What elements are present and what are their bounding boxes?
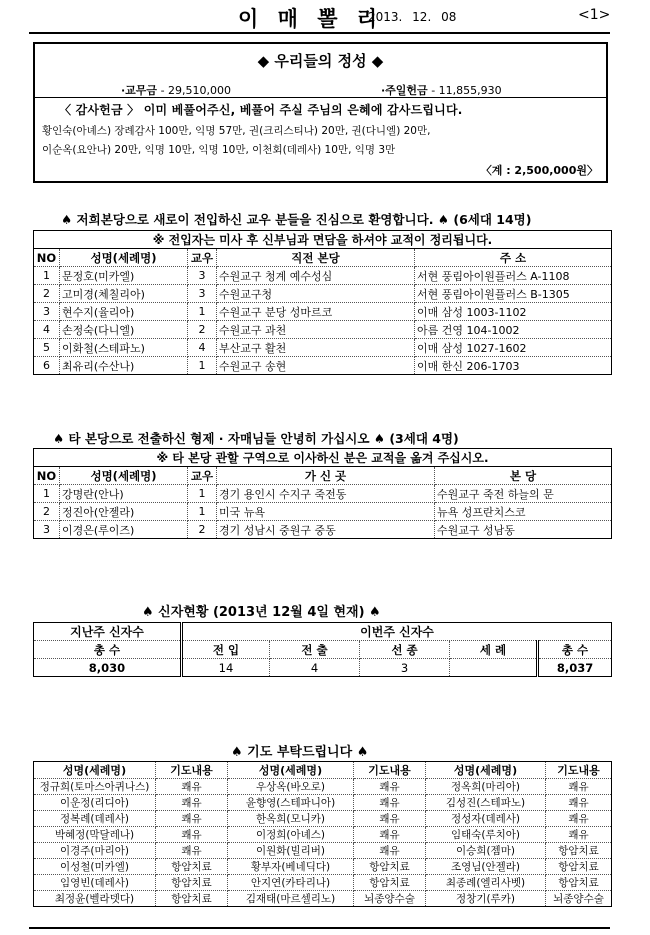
prayer-content: 항암치료 — [156, 859, 228, 875]
prayer-content: 항암치료 — [354, 875, 426, 891]
incoming-header-no: NO — [34, 249, 60, 267]
prayer-content: 쾌유 — [546, 795, 612, 811]
prayer-content: 쾌유 — [156, 795, 228, 811]
prayer-name: 정성자(데레사) — [426, 811, 546, 827]
prayer-header-content-1: 기도내용 — [156, 762, 228, 779]
outgoing-header-no: NO — [34, 467, 60, 485]
page-number: <1> — [578, 7, 611, 23]
outgoing-table — [33, 448, 612, 539]
incoming-rows — [34, 267, 612, 375]
prayer-name: 정복례(데레사) — [34, 811, 156, 827]
prayer-content: 쾌유 — [156, 779, 228, 795]
table-row — [34, 859, 612, 875]
destination: 경기 용인시 수지구 죽전동 — [217, 485, 435, 503]
stats-move-in-label: 전 입 — [182, 641, 270, 659]
stats-death: 3 — [360, 659, 450, 677]
member-name: 강명란(안나) — [60, 485, 188, 503]
prayer-content: 쾌유 — [354, 843, 426, 859]
prayer-header-name-1: 성명(세례명) — [34, 762, 156, 779]
prayer-content: 쾌유 — [156, 811, 228, 827]
prayer-name: 윤향영(스테파니아) — [228, 795, 354, 811]
previous-parish: 수원교구 송현 — [217, 357, 415, 375]
address: 이매 삼성 1003-1102 — [415, 303, 612, 321]
table-row — [34, 521, 612, 539]
stats-title: ♠ 신자현황 (2013년 12월 4일 현재) ♠ — [142, 605, 381, 620]
incoming-title: ♠ 저희본당으로 새로이 전입하신 교우 분들을 진심으로 환영합니다. ♠ (6세대 14명) — [61, 212, 532, 227]
prayer-name: 황부자(베네딕다) — [228, 859, 354, 875]
prayer-content: 쾌유 — [546, 811, 612, 827]
incoming-header-prev-parish: 직전 본당 — [217, 249, 415, 267]
stats-last-week-label: 지난주 신자수 — [34, 623, 182, 641]
thanks-list-line-1: 황인숙(아녜스) 장례감사 100만, 익명 57만, 권(크리스티나) 20만, 권(다니엘) 20만, — [42, 125, 431, 137]
member-name: 정진아(안젤라) — [60, 503, 188, 521]
member-name: 현수지(율리아) — [60, 303, 188, 321]
prayer-content: 쾌유 — [156, 827, 228, 843]
row-number: 1 — [34, 267, 60, 285]
outgoing-header-destination: 가 신 곳 — [217, 467, 435, 485]
family-count: 3 — [188, 267, 217, 285]
sunday-offering-label: ·주일헌금 — [381, 84, 428, 97]
prayer-content: 쾌유 — [354, 779, 426, 795]
member-name: 손정숙(다니엘) — [60, 321, 188, 339]
family-count: 1 — [188, 485, 217, 503]
table-row — [34, 875, 612, 891]
stats-move-out-label: 전 출 — [270, 641, 360, 659]
prayer-content: 항암치료 — [156, 891, 228, 907]
incoming-header-name: 성명(세례명) — [60, 249, 188, 267]
prayer-header-name-3: 성명(세례명) — [426, 762, 546, 779]
prayer-name: 박혜정(막달레나) — [34, 827, 156, 843]
prayer-name: 이승희(젬마) — [426, 843, 546, 859]
outgoing-title: ♠ 타 본당으로 전출하신 형제 · 자매님들 안녕히 가십시오 ♠ (3세대 4명) — [53, 431, 459, 446]
incoming-header-address: 주 소 — [415, 249, 612, 267]
prayer-content: 항암치료 — [546, 875, 612, 891]
previous-parish: 부산교구 활천 — [217, 339, 415, 357]
family-count: 1 — [188, 357, 217, 375]
table-row — [34, 267, 612, 285]
prayer-name: 이성철(미카엘) — [34, 859, 156, 875]
prayer-name: 우상옥(바오로) — [228, 779, 354, 795]
school-fee-value: - 29,510,000 — [160, 84, 232, 97]
family-count: 2 — [188, 521, 217, 539]
bulletin-date: 2013. 12. 08 — [368, 10, 457, 24]
offerings-title: ◆ 우리들의 정성 ◆ — [257, 52, 384, 70]
prayer-name: 이운정(리디아) — [34, 795, 156, 811]
row-number: 2 — [34, 503, 60, 521]
prayer-content: 항암치료 — [156, 875, 228, 891]
stats-death-label: 선 종 — [360, 641, 450, 659]
prayer-content: 쾌유 — [354, 811, 426, 827]
prayer-name: 이정희(아녜스) — [228, 827, 354, 843]
previous-parish: 수원교구 청계 예수성심 — [217, 267, 415, 285]
member-name: 문정호(미카엘) — [60, 267, 188, 285]
table-row — [34, 485, 612, 503]
table-row — [34, 811, 612, 827]
stats-last-total-label: 총 수 — [34, 641, 182, 659]
prayer-table — [33, 761, 612, 907]
outgoing-header-name: 성명(세례명) — [60, 467, 188, 485]
table-row — [34, 779, 612, 795]
family-count: 1 — [188, 303, 217, 321]
table-row — [34, 303, 612, 321]
table-row — [34, 827, 612, 843]
family-count: 3 — [188, 285, 217, 303]
previous-parish: 수원교구청 — [217, 285, 415, 303]
row-number: 5 — [34, 339, 60, 357]
destination: 경기 성남시 중원구 중동 — [217, 521, 435, 539]
prayer-content: 뇌종양수술 — [354, 891, 426, 907]
thanks-list-line-2: 이순옥(요안나) 20만, 익명 10만, 익명 10만, 이천회(데레사) 10만, 익명 3만 — [42, 144, 396, 156]
stats-move-out: 4 — [270, 659, 360, 677]
offerings-divider — [35, 97, 606, 98]
outgoing-header-count: 교우 — [188, 467, 217, 485]
table-row — [34, 503, 612, 521]
stats-last-total: 8,030 — [34, 659, 182, 677]
prayer-content: 쾌유 — [354, 827, 426, 843]
school-fee — [121, 82, 231, 98]
footer-rule — [29, 927, 610, 929]
bulletin-title: 이 매 뽈 리 — [238, 7, 384, 31]
row-number: 3 — [34, 521, 60, 539]
prayer-content: 쾌유 — [354, 795, 426, 811]
sunday-offering-value: - 11,855,930 — [431, 84, 502, 97]
prayer-title: ♠ 기도 부탁드립니다 ♠ — [231, 745, 369, 760]
incoming-table — [33, 230, 612, 375]
stats-this-week-label: 이번주 신자수 — [182, 623, 612, 641]
prayer-name: 한옥희(모니카) — [228, 811, 354, 827]
outgoing-rows — [34, 485, 612, 539]
table-row — [34, 339, 612, 357]
outgoing-header-parish: 본 당 — [435, 467, 612, 485]
stats-this-total-label: 총 수 — [538, 641, 612, 659]
family-count: 4 — [188, 339, 217, 357]
address: 이매 한신 206-1703 — [415, 357, 612, 375]
outgoing-note: ※ 타 본당 관할 구역으로 이사하신 분은 교적을 옮겨 주십시오. — [34, 449, 612, 467]
family-count: 2 — [188, 321, 217, 339]
prayer-name: 임영빈(데레사) — [34, 875, 156, 891]
destination: 미국 뉴욕 — [217, 503, 435, 521]
prayer-name: 이경주(마리아) — [34, 843, 156, 859]
address: 서현 풍림아이원플러스 B-1305 — [415, 285, 612, 303]
stats-move-in: 14 — [182, 659, 270, 677]
prayer-name: 김재태(마르셀리노) — [228, 891, 354, 907]
previous-parish: 수원교구 분당 성마르코 — [217, 303, 415, 321]
thanks-total: 〈계 : 2,500,000원〉 — [480, 164, 598, 177]
member-name: 이화철(스테파노) — [60, 339, 188, 357]
incoming-header-count: 교우 — [188, 249, 217, 267]
prayer-name: 임태숙(루치아) — [426, 827, 546, 843]
stats-baptism — [450, 659, 538, 677]
table-row — [34, 843, 612, 859]
row-number: 2 — [34, 285, 60, 303]
prayer-header-content-3: 기도내용 — [546, 762, 612, 779]
incoming-note: ※ 전입자는 미사 후 신부님과 면담을 하셔야 교적이 정리됩니다. — [34, 231, 612, 249]
row-number: 4 — [34, 321, 60, 339]
prayer-content: 쾌유 — [546, 779, 612, 795]
address: 서현 풍림아이원플러스 A-1108 — [415, 267, 612, 285]
stats-this-total: 8,037 — [538, 659, 612, 677]
stats-baptism-label: 세 례 — [450, 641, 538, 659]
row-number: 6 — [34, 357, 60, 375]
table-row — [34, 795, 612, 811]
prayer-content: 쾌유 — [156, 843, 228, 859]
prayer-content: 뇌종양수술 — [546, 891, 612, 907]
prayer-content: 항암치료 — [546, 843, 612, 859]
prayer-name: 정옥희(마리아) — [426, 779, 546, 795]
prayer-name: 조영님(안젤라) — [426, 859, 546, 875]
prayer-name: 정창기(루카) — [426, 891, 546, 907]
new-parish: 수원교구 죽전 하늘의 문 — [435, 485, 612, 503]
row-number: 3 — [34, 303, 60, 321]
family-count: 1 — [188, 503, 217, 521]
prayer-rows — [34, 779, 612, 907]
row-number: 1 — [34, 485, 60, 503]
member-name: 고미경(체칠리아) — [60, 285, 188, 303]
member-name: 최유리(수산나) — [60, 357, 188, 375]
prayer-name: 정규희(토마스아퀴나스) — [34, 779, 156, 795]
prayer-header-content-2: 기도내용 — [354, 762, 426, 779]
address: 아름 건영 104-1002 — [415, 321, 612, 339]
previous-parish: 수원교구 과천 — [217, 321, 415, 339]
school-fee-label: ·교무금 — [121, 84, 158, 97]
prayer-name: 안지연(카타리나) — [228, 875, 354, 891]
offerings-box — [33, 42, 608, 183]
header-rule — [29, 32, 610, 34]
prayer-content: 항암치료 — [354, 859, 426, 875]
prayer-name: 최정윤(벨라뎃다) — [34, 891, 156, 907]
table-row — [34, 891, 612, 907]
prayer-name: 최종례(엘리사벳) — [426, 875, 546, 891]
prayer-header-name-2: 성명(세례명) — [228, 762, 354, 779]
new-parish: 수원교구 성남동 — [435, 521, 612, 539]
thanks-heading: 〈 감사헌금 〉 이미 베풀어주신, 베풀어 주실 주님의 은혜에 감사드립니다. — [59, 103, 463, 117]
table-row — [34, 285, 612, 303]
member-name: 이경은(루이즈) — [60, 521, 188, 539]
table-row — [34, 321, 612, 339]
sunday-offering — [381, 82, 502, 98]
address: 이매 삼성 1027-1602 — [415, 339, 612, 357]
table-row — [34, 357, 612, 375]
prayer-name: 이원화(빌리버) — [228, 843, 354, 859]
prayer-name: 김성진(스테파노) — [426, 795, 546, 811]
prayer-content: 쾌유 — [546, 827, 612, 843]
prayer-content: 항암치료 — [546, 859, 612, 875]
stats-table — [33, 622, 612, 677]
new-parish: 뉴욕 성프란치스코 — [435, 503, 612, 521]
